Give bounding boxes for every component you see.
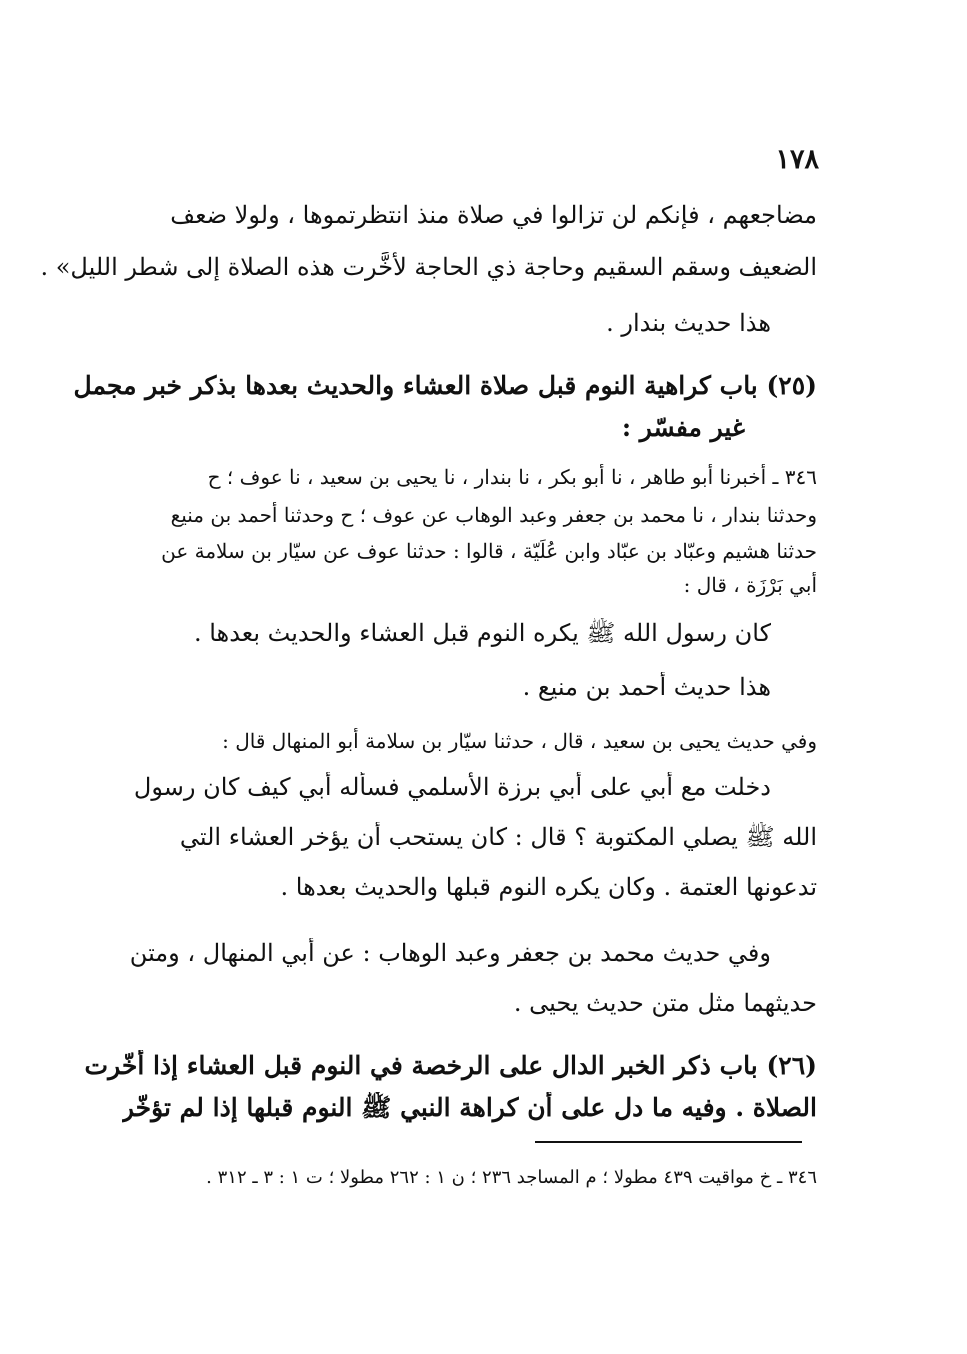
text-line: هذا حديث بندار . (606, 309, 771, 337)
hadith-text: دخلت مع أبي على أبي برزة الأسلمي فسأله أبي كيف كان رسول (133, 773, 771, 801)
chapter-heading-25: (٢٥) باب كراهية النوم قبل صلاة العشاء والحديث بعدها بذكر خبر مجمل (73, 371, 817, 400)
footnote: ٣٤٦ ـ خ مواقيت ٤٣٩ مطولا ؛ م المساجد ٢٣٦ ؛ ن ١ : ٢٦٢ مطولا ؛ ت ١ : ٣ ـ ٣١٢ . (206, 1167, 817, 1188)
hadith-comment: هذا حديث أحمد بن منيع . (522, 673, 771, 701)
isnad-line: ٣٤٦ ـ أخبرنا أبو طاهر ، نا أبو بكر ، نا بندار ، نا يحيى بن سعيد ، نا عوف ؛ ح (207, 465, 817, 489)
page-number: ١٧٨ (775, 144, 819, 175)
footnote-divider (535, 1141, 802, 1143)
isnad-line: وحدثنا بندار ، نا محمد بن جعفر وعبد الوهاب عن عوف ؛ ح وحدثنا أحمد بن منيع (170, 503, 817, 527)
text-line: مضاجعهم ، فإنكم لن تزالوا في صلاة منذ انتظرتموها ، ولولا ضعف (170, 201, 817, 229)
isnad-line: حدثنا هشيم وعبّاد بن عبّاد وابن عُلَيّة ، قالوا : حدثنا عوف عن سيّار بن سلامة عن (161, 539, 817, 563)
hadith-text: الله ﷺ يصلي المكتوبة ؟ قال : كان يستحب أن يؤخر العشاء التي (179, 823, 817, 851)
chapter-heading-26-cont: الصلاة . وفيه ما دل على أن كراهة النبي ﷺ النوم قبلها إذا لم تؤخّر (121, 1093, 817, 1122)
chapter-heading-26: (٢٦) باب ذكر الخبر الدال على الرخصة في النوم قبل العشاء إذا أخّرت (84, 1051, 817, 1080)
chapter-heading-25-cont: غير مفسّر : (621, 413, 745, 442)
isnad-line: وفي حديث يحيى بن سعيد ، قال ، حدثنا سيّار بن سلامة أبو المنهال قال : (222, 729, 817, 753)
text-line: الضعيف وسقم السقيم وحاجة ذي الحاجة لأخَّرت هذه الصلاة إلى شطر الليل» . (40, 253, 817, 281)
hadith-text: تدعونها العتمة . وكان يكره النوم قبلها والحديث بعدها . (280, 873, 817, 901)
text-line: وفي حديث محمد بن جعفر وعبد الوهاب : عن أبي المنهال ، ومتن (129, 939, 771, 967)
text-line: حديثهما مثل متن حديث يحيى . (513, 989, 817, 1017)
hadith-text: كان رسول الله ﷺ يكره النوم قبل العشاء والحديث بعدها . (193, 619, 771, 647)
isnad-line: أبي بَرْزَة ، قال : (683, 573, 817, 597)
